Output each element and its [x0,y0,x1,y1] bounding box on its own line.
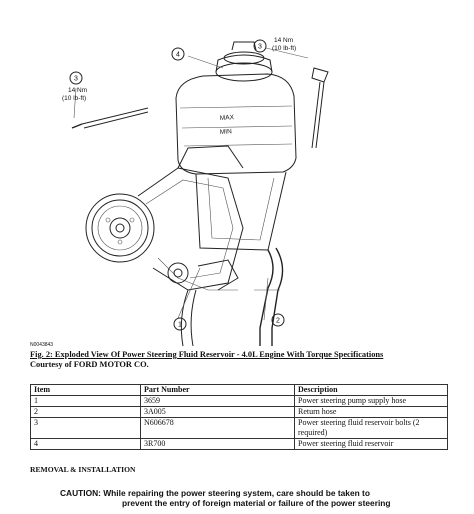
svg-text:MIN: MIN [219,128,233,136]
callout-3-right [254,37,296,52]
table-row [31,418,448,439]
cell-description: Power steering fluid reservoir [295,439,448,450]
figure-caption [30,350,450,370]
caption-credit: Courtesy of FORD MOTOR CO. [30,360,149,369]
cell-description: Power steering pump supply hose [295,396,448,407]
reservoir-drawing [28,28,448,348]
hoses [181,248,282,346]
cell-part-number: 3659 [141,396,295,407]
cell-item: 4 [31,439,141,450]
svg-text:MAX: MAX [219,114,235,122]
callout-3-left [62,72,87,102]
cell-part-number: 3A005 [141,407,295,418]
cell-item: 1 [31,396,141,407]
callout-4 [172,48,184,60]
header-description: Description [295,385,448,396]
section-heading: REMOVAL & INSTALLATION [30,465,136,474]
cell-description: Power steering fluid reservoir bolts (2 required) [295,418,448,439]
cell-part-number: N606678 [141,418,295,439]
reservoir-body [176,42,296,250]
svg-text:2: 2 [276,317,280,325]
pump-bracket [138,146,243,290]
caution-line-2: prevent the entry of foreign material or failure of the power steering [122,498,391,508]
table-row [31,407,448,418]
caution-line-1: While repairing the power steering system, care should be taken to [103,488,370,498]
header-item: Item [31,385,141,396]
caution-label: CAUTION: [60,488,101,498]
caption-title: Fig. 2: Exploded View Of Power Steering Fluid Reservoir - 4.0L Engine With Torque Specifications [30,350,384,359]
parts-table [30,384,448,450]
callout-1 [174,318,186,330]
figure-id: N0043843 [30,342,54,348]
svg-text:4: 4 [176,51,180,59]
svg-text:(10 lb-ft): (10 lb-ft) [62,95,87,102]
pump-pulley [86,194,154,262]
bolts [72,68,328,148]
svg-text:(10 lb-ft): (10 lb-ft) [272,45,297,52]
cell-part-number: 3R700 [141,439,295,450]
cell-item: 2 [31,407,141,418]
table-row [31,396,448,407]
caution-note [60,488,460,508]
svg-text:3: 3 [74,75,78,83]
table-row [31,439,448,450]
svg-text:1: 1 [178,321,182,329]
header-part-number: Part Number [141,385,295,396]
svg-text:14 Nm: 14 Nm [68,87,88,94]
cell-item: 3 [31,418,141,439]
svg-text:14 Nm: 14 Nm [274,37,294,44]
exploded-view-illustration [28,28,448,348]
table-header-row [31,385,448,396]
svg-text:3: 3 [258,43,262,51]
cell-description: Return hose [295,407,448,418]
